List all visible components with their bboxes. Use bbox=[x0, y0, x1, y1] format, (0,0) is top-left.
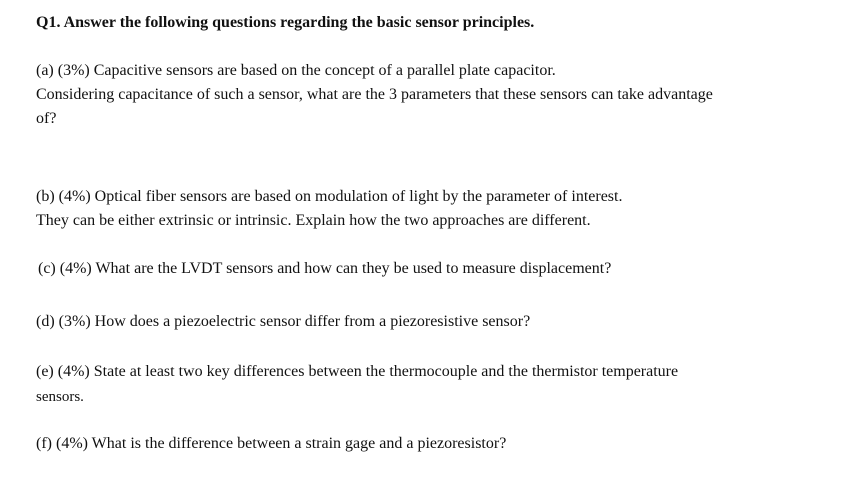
question-d-line-1: (d) (3%) How does a piezoelectric sensor differ from a piezoresistive sensor? bbox=[36, 313, 531, 330]
question-a-line-1: (a) (3%) Capacitive sensors are based on the concept of a parallel plate capacitor. bbox=[36, 62, 556, 79]
question-f-line-1: (f) (4%) What is the difference between a strain gage and a piezoresistor? bbox=[36, 435, 507, 452]
question-a-line-2: Considering capacitance of such a sensor, what are the 3 parameters that these sensors can take advantage bbox=[36, 86, 713, 103]
question-heading: Q1. Answer the following questions regarding the basic sensor principles. bbox=[36, 14, 535, 31]
question-b-line-2: They can be either extrinsic or intrinsic. Explain how the two approaches are different. bbox=[36, 212, 591, 229]
question-a-line-3: of? bbox=[36, 110, 57, 127]
question-b-line-1: (b) (4%) Optical fiber sensors are based on modulation of light by the parameter of interest. bbox=[36, 188, 623, 205]
question-e-line-2: sensors. bbox=[36, 389, 84, 405]
question-e-line-1: (e) (4%) State at least two key differences between the thermocouple and the thermistor temperature bbox=[36, 363, 679, 380]
question-c-line-1: (c) (4%) What are the LVDT sensors and how can they be used to measure displacement? bbox=[38, 260, 612, 277]
